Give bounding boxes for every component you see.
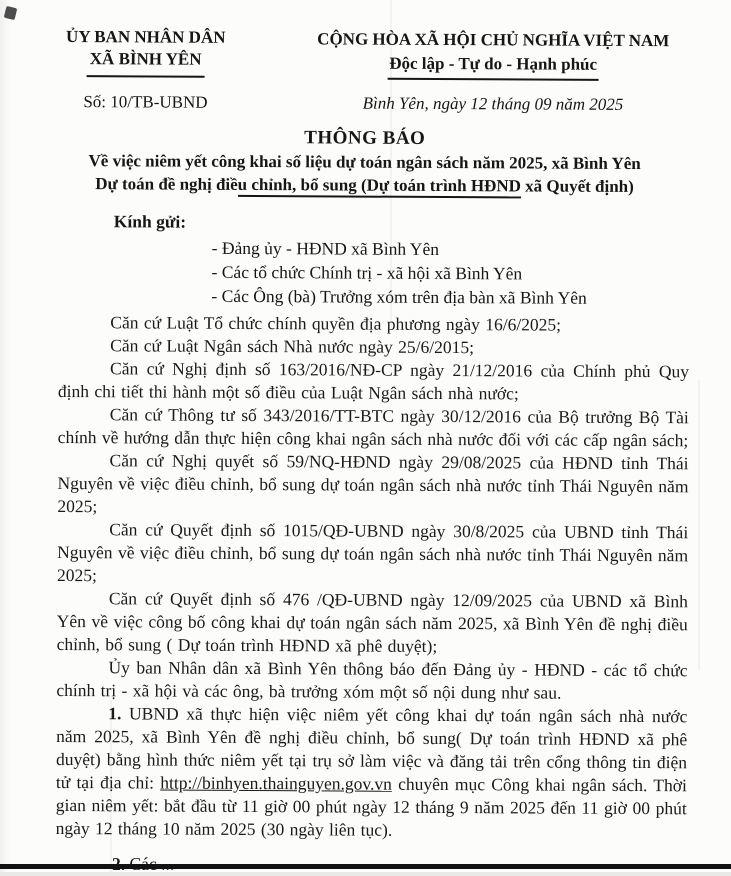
paragraph-legal-basis: Căn cứ Quyết định số 1015/QĐ-UBND ngày 30/8/2025 của UBND tỉnh Thái Nguyên về việc điều chỉnh, bổ sung dự toán ngân sách nhà nước tỉnh Thái Nguyên năm 2025;: [56, 519, 689, 586]
scan-bottom-bar: [0, 864, 731, 869]
document-meta-row: [0, 92, 731, 116]
item1-text-after-link: chuyên mục Công khai ngân sách. Thời gian niêm yết: bắt đầu từ 11 giờ 00 phút ngày 12 tháng 9 năm 2025 đến 11 giờ 00 phút ngày 12 tháng 10 năm 2025 (30 ngày liên tục).: [55, 773, 687, 840]
document-subtitle-line2: [0, 172, 730, 199]
subtitle2-pre: Dự toán đề nghị điề: [95, 174, 238, 194]
recipient-item: - Các tổ chức Chính trị - xã hội xã Bình Yên: [211, 261, 523, 284]
document-header: [0, 26, 731, 82]
subtitle2-post: xã Quyết định): [520, 176, 634, 197]
recipient-item: - Đảng ủy - HĐND xã Bình Yên: [211, 237, 440, 259]
document-body: [56, 311, 690, 843]
issuer-line1: ỦY BAN NHÂN DÂN: [66, 27, 226, 47]
item1-text-before-link: UBND xã thực hiện việc niêm yết công khai dự toán ngân sách nhà nước năm 2025, xã Bình Yên đề nghị điều chỉnh, bổ sung( Dự toán trình HĐND xã phê duyệt) bằng hình thức niêm yết tại trụ sở làm việc và đăng tải trên cổng thông tin điện tử tại địa chỉ:: [55, 703, 688, 793]
national-header-block: [292, 27, 731, 81]
paragraph-announcement-intro: Ủy ban Nhân dân xã Bình Yên thông báo đến Đảng ủy - HĐND - các tổ chức chính trị - xã hội và các ông, bà trưởng xóm một số nội dung như sau.: [56, 657, 688, 703]
scan-crease-line: [390, 0, 392, 330]
paragraph-legal-basis: Căn cứ Luật Tổ chức chính quyền địa phương ngày 16/6/2025;: [110, 312, 562, 335]
national-title: CỘNG HÒA XÃ HỘI CHỦ NGHĨA VIỆT NAM: [317, 29, 670, 51]
document-title: THÔNG BÁO: [304, 127, 426, 149]
paragraph-item-1: [56, 702, 688, 843]
salutation-label: Kính gửi:: [113, 211, 187, 232]
paragraph-legal-basis: Căn cứ Nghị định số 163/2016/NĐ-CP ngày 21/12/2016 của Chính phủ Quy định chi tiết thi hành một số điều của Luật Ngân sách nhà nước;: [57, 358, 690, 404]
recipient-item: - Các Ông (bà) Trưởng xóm trên địa bàn xã Bình Yên: [211, 285, 587, 308]
recipient-list: [211, 236, 729, 311]
scan-crease-line: [110, 700, 112, 872]
issuer-line2: XÃ BÌNH YÊN: [89, 49, 202, 69]
title-block: [0, 125, 730, 199]
issuer-underline: [87, 75, 205, 78]
issuer-block: [0, 26, 292, 80]
paragraph-legal-basis: Căn cứ Quyết định số 476 /QĐ-UBND ngày 12/09/2025 của UBND xã Bình Yên về việc công bố công khai dự toán ngân sách năm 2025, xã Bình Yên đề nghị điều chỉnh, bổ sung ( Dự toán trình HĐND xã phê duyệt);: [56, 588, 688, 656]
paragraph-legal-basis: Căn cứ Luật Ngân sách Nhà nước ngày 25/6/2015;: [110, 335, 475, 358]
clipped-next-paragraph: [60, 854, 680, 863]
paragraph-legal-basis: Căn cứ Thông tư số 343/2016/TT-BTC ngày 30/12/2016 của Bộ trưởng Bộ Tài chính về hướng dẫn thực hiện công khai ngân sách nhà nước đối với các cấp ngân sách;: [57, 404, 689, 451]
paragraph-legal-basis: Căn cứ Nghị quyết số 59/NQ-HĐND ngày 29/08/2025 của HĐND tỉnh Thái Nguyên về việc điều chỉnh, bổ sung dự toán ngân sách nhà nước tỉnh Thái Nguyên năm 2025;: [57, 450, 689, 517]
national-motto: Độc lập - Tự do - Hạnh phúc: [387, 52, 599, 81]
document-subtitle-line1: Về việc niêm yết công khai số liệu dự toán ngân sách năm 2025, xã Bình Yên: [88, 151, 641, 174]
portal-url: http://binhyen.thainguyen.gov.vn: [160, 772, 392, 794]
scan-crease-line: [698, 380, 700, 670]
subtitle2-underlined: u chỉnh, bổ sung (Dự toán trình HĐND: [238, 175, 521, 198]
place-and-date: Bình Yên, ngày 12 tháng 09 năm 2025: [362, 93, 624, 114]
doc-number: Số: 10/TB-UBND: [83, 92, 208, 112]
item1-number: 1.: [108, 703, 122, 724]
